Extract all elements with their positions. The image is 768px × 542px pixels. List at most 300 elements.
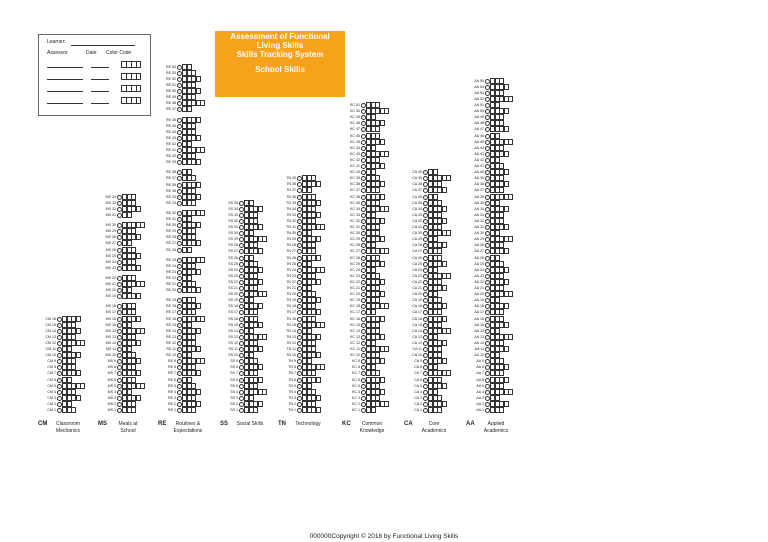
skill-tracking-boxes[interactable] bbox=[429, 407, 442, 413]
skill-tracking-boxes[interactable] bbox=[303, 224, 325, 230]
tracking-cell[interactable] bbox=[371, 114, 376, 120]
tracking-cell[interactable] bbox=[253, 340, 258, 346]
skill-tracking-boxes[interactable] bbox=[183, 334, 196, 340]
skill-tracking-boxes[interactable] bbox=[183, 222, 201, 228]
tracking-cell[interactable] bbox=[311, 346, 316, 352]
tracking-cell[interactable] bbox=[375, 328, 380, 334]
skill-tracking-boxes[interactable] bbox=[491, 108, 509, 114]
date-line[interactable] bbox=[91, 103, 109, 104]
tracking-cell[interactable] bbox=[504, 84, 509, 90]
skill-tracking-boxes[interactable] bbox=[303, 395, 321, 401]
tracking-cell[interactable] bbox=[136, 316, 141, 322]
tracking-cell[interactable] bbox=[437, 248, 442, 254]
tracking-cell[interactable] bbox=[196, 76, 201, 82]
date-line[interactable] bbox=[91, 79, 109, 80]
skill-tracking-boxes[interactable] bbox=[429, 322, 442, 328]
skill-tracking-boxes[interactable] bbox=[303, 212, 321, 218]
skill-tracking-boxes[interactable] bbox=[183, 247, 192, 253]
tracking-cell[interactable] bbox=[196, 159, 201, 165]
tracking-cell[interactable] bbox=[307, 358, 312, 364]
skill-check-circle[interactable] bbox=[117, 266, 122, 271]
skill-tracking-boxes[interactable] bbox=[123, 200, 136, 206]
tracking-cell[interactable] bbox=[307, 261, 312, 267]
tracking-cell[interactable] bbox=[191, 407, 196, 413]
tracking-cell[interactable] bbox=[253, 273, 258, 279]
tracking-cell[interactable] bbox=[437, 309, 442, 315]
tracking-cell[interactable] bbox=[311, 291, 316, 297]
skill-tracking-boxes[interactable] bbox=[491, 377, 509, 383]
skill-tracking-boxes[interactable] bbox=[183, 228, 196, 234]
tracking-cell[interactable] bbox=[384, 151, 389, 157]
skill-tracking-boxes[interactable] bbox=[63, 358, 76, 364]
skill-tracking-boxes[interactable] bbox=[429, 291, 438, 297]
skill-tracking-boxes[interactable] bbox=[429, 181, 442, 187]
tracking-cell[interactable] bbox=[437, 322, 442, 328]
skill-tracking-boxes[interactable] bbox=[245, 255, 254, 261]
tracking-cell[interactable] bbox=[499, 212, 504, 218]
skill-tracking-boxes[interactable] bbox=[183, 370, 201, 376]
tracking-cell[interactable] bbox=[499, 316, 504, 322]
skill-tracking-boxes[interactable] bbox=[183, 169, 192, 175]
tracking-cell[interactable] bbox=[131, 200, 136, 206]
tracking-cell[interactable] bbox=[499, 273, 504, 279]
tracking-cell[interactable] bbox=[196, 88, 201, 94]
skill-tracking-boxes[interactable] bbox=[367, 383, 380, 389]
tracking-cell[interactable] bbox=[187, 275, 192, 281]
skill-tracking-boxes[interactable] bbox=[303, 267, 325, 273]
tracking-cell[interactable] bbox=[433, 291, 438, 297]
tracking-cell[interactable] bbox=[311, 175, 316, 181]
tracking-cell[interactable] bbox=[191, 94, 196, 100]
skill-tracking-boxes[interactable] bbox=[303, 248, 316, 254]
skill-tracking-boxes[interactable] bbox=[367, 407, 376, 413]
tracking-cell[interactable] bbox=[499, 242, 504, 248]
skill-tracking-boxes[interactable] bbox=[183, 153, 196, 159]
tracking-cell[interactable] bbox=[504, 126, 509, 132]
tracking-cell[interactable] bbox=[499, 163, 504, 169]
skill-tracking-boxes[interactable] bbox=[183, 352, 192, 358]
tracking-cell[interactable] bbox=[249, 352, 254, 358]
tracking-cell[interactable] bbox=[311, 194, 316, 200]
tracking-cell[interactable] bbox=[131, 259, 136, 265]
tracking-cell[interactable] bbox=[499, 145, 504, 151]
tracking-cell[interactable] bbox=[437, 346, 442, 352]
tracking-cell[interactable] bbox=[375, 370, 380, 376]
tracking-cell[interactable] bbox=[508, 334, 513, 340]
skill-tracking-boxes[interactable] bbox=[183, 263, 196, 269]
skill-tracking-boxes[interactable] bbox=[183, 316, 205, 322]
skill-tracking-boxes[interactable] bbox=[367, 145, 376, 151]
skill-check-circle[interactable] bbox=[177, 201, 182, 206]
tracking-cell[interactable] bbox=[311, 273, 316, 279]
skill-tracking-boxes[interactable] bbox=[245, 377, 263, 383]
skill-tracking-boxes[interactable] bbox=[491, 273, 504, 279]
skill-tracking-boxes[interactable] bbox=[491, 370, 504, 376]
skill-tracking-boxes[interactable] bbox=[491, 322, 509, 328]
tracking-cell[interactable] bbox=[196, 222, 201, 228]
skill-tracking-boxes[interactable] bbox=[245, 267, 263, 273]
skill-tracking-boxes[interactable] bbox=[183, 389, 201, 395]
skill-tracking-boxes[interactable] bbox=[429, 194, 438, 200]
tracking-cell[interactable] bbox=[191, 309, 196, 315]
skill-tracking-boxes[interactable] bbox=[491, 309, 504, 315]
skill-tracking-boxes[interactable] bbox=[491, 133, 500, 139]
skill-tracking-boxes[interactable] bbox=[63, 389, 76, 395]
tracking-cell[interactable] bbox=[191, 263, 196, 269]
skill-tracking-boxes[interactable] bbox=[63, 401, 72, 407]
tracking-cell[interactable] bbox=[495, 102, 500, 108]
skill-tracking-boxes[interactable] bbox=[367, 401, 389, 407]
tracking-cell[interactable] bbox=[131, 401, 136, 407]
skill-tracking-boxes[interactable] bbox=[491, 279, 509, 285]
tracking-cell[interactable] bbox=[504, 377, 509, 383]
tracking-cell[interactable] bbox=[131, 407, 136, 413]
skill-tracking-boxes[interactable] bbox=[303, 187, 312, 193]
tracking-cell[interactable] bbox=[191, 340, 196, 346]
skill-tracking-boxes[interactable] bbox=[367, 370, 380, 376]
skill-tracking-boxes[interactable] bbox=[63, 322, 76, 328]
skill-tracking-boxes[interactable] bbox=[245, 322, 263, 328]
skill-tracking-boxes[interactable] bbox=[367, 303, 389, 309]
tracking-cell[interactable] bbox=[71, 334, 76, 340]
skill-tracking-boxes[interactable] bbox=[183, 100, 205, 106]
skill-tracking-boxes[interactable] bbox=[429, 383, 447, 389]
tracking-cell[interactable] bbox=[495, 133, 500, 139]
skill-tracking-boxes[interactable] bbox=[183, 76, 201, 82]
skill-tracking-boxes[interactable] bbox=[429, 212, 442, 218]
skill-tracking-boxes[interactable] bbox=[245, 248, 263, 254]
skill-tracking-boxes[interactable] bbox=[303, 322, 325, 328]
tracking-cell[interactable] bbox=[442, 206, 447, 212]
skill-tracking-boxes[interactable] bbox=[183, 117, 201, 123]
tracking-cell[interactable] bbox=[504, 248, 509, 254]
tracking-cell[interactable] bbox=[433, 169, 438, 175]
skill-check-circle[interactable] bbox=[117, 294, 122, 299]
tracking-cell[interactable] bbox=[508, 389, 513, 395]
skill-tracking-boxes[interactable] bbox=[367, 187, 380, 193]
tracking-cell[interactable] bbox=[495, 328, 500, 334]
tracking-cell[interactable] bbox=[131, 364, 136, 370]
tracking-cell[interactable] bbox=[249, 200, 254, 206]
skill-tracking-boxes[interactable] bbox=[123, 212, 132, 218]
tracking-cell[interactable] bbox=[127, 322, 132, 328]
tracking-cell[interactable] bbox=[499, 370, 504, 376]
tracking-cell[interactable] bbox=[375, 255, 380, 261]
skill-tracking-boxes[interactable] bbox=[303, 255, 321, 261]
tracking-cell[interactable] bbox=[504, 206, 509, 212]
skill-tracking-boxes[interactable] bbox=[491, 261, 504, 267]
skill-tracking-boxes[interactable] bbox=[63, 395, 81, 401]
tracking-cell[interactable] bbox=[499, 120, 504, 126]
tracking-cell[interactable] bbox=[384, 108, 389, 114]
skill-tracking-boxes[interactable] bbox=[491, 224, 509, 230]
tracking-cell[interactable] bbox=[76, 395, 81, 401]
tracking-cell[interactable] bbox=[380, 181, 385, 187]
skill-tracking-boxes[interactable] bbox=[183, 322, 192, 328]
skill-tracking-boxes[interactable] bbox=[491, 187, 504, 193]
skill-tracking-boxes[interactable] bbox=[491, 248, 509, 254]
tracking-cell[interactable] bbox=[433, 389, 438, 395]
skill-tracking-boxes[interactable] bbox=[429, 285, 447, 291]
skill-tracking-boxes[interactable] bbox=[183, 216, 192, 222]
date-line[interactable] bbox=[91, 67, 109, 68]
skill-tracking-boxes[interactable] bbox=[429, 175, 451, 181]
tracking-cell[interactable] bbox=[196, 328, 201, 334]
tracking-cell[interactable] bbox=[495, 297, 500, 303]
tracking-cell[interactable] bbox=[187, 322, 192, 328]
skill-tracking-boxes[interactable] bbox=[491, 126, 509, 132]
tracking-cell[interactable] bbox=[499, 78, 504, 84]
skill-tracking-boxes[interactable] bbox=[491, 395, 500, 401]
tracking-cell[interactable] bbox=[311, 206, 316, 212]
tracking-cell[interactable] bbox=[375, 352, 380, 358]
skill-tracking-boxes[interactable] bbox=[491, 139, 513, 145]
tracking-cell[interactable] bbox=[437, 279, 442, 285]
tracking-cell[interactable] bbox=[191, 123, 196, 129]
tracking-cell[interactable] bbox=[504, 181, 509, 187]
skill-check-circle[interactable] bbox=[361, 408, 366, 413]
skill-check-circle[interactable] bbox=[57, 408, 62, 413]
tracking-cell[interactable] bbox=[311, 389, 316, 395]
tracking-cell[interactable] bbox=[316, 255, 321, 261]
skill-tracking-boxes[interactable] bbox=[303, 328, 312, 334]
skill-tracking-boxes[interactable] bbox=[367, 194, 385, 200]
skill-tracking-boxes[interactable] bbox=[183, 297, 196, 303]
skill-tracking-boxes[interactable] bbox=[123, 275, 136, 281]
tracking-cell[interactable] bbox=[71, 358, 76, 364]
skill-tracking-boxes[interactable] bbox=[303, 206, 316, 212]
learner-name-line[interactable] bbox=[71, 45, 135, 46]
skill-tracking-boxes[interactable] bbox=[367, 230, 380, 236]
tracking-cell[interactable] bbox=[191, 395, 196, 401]
tracking-cell[interactable] bbox=[371, 267, 376, 273]
tracking-cell[interactable] bbox=[311, 340, 316, 346]
skill-tracking-boxes[interactable] bbox=[429, 224, 442, 230]
skill-tracking-boxes[interactable] bbox=[429, 267, 438, 273]
tracking-cell[interactable] bbox=[433, 334, 438, 340]
tracking-cell[interactable] bbox=[131, 352, 136, 358]
skill-tracking-boxes[interactable] bbox=[183, 240, 201, 246]
tracking-cell[interactable] bbox=[499, 407, 504, 413]
skill-tracking-boxes[interactable] bbox=[245, 364, 263, 370]
tracking-cell[interactable] bbox=[375, 102, 380, 108]
tracking-cell[interactable] bbox=[196, 135, 201, 141]
skill-tracking-boxes[interactable] bbox=[63, 328, 81, 334]
skill-tracking-boxes[interactable] bbox=[245, 200, 254, 206]
tracking-cell[interactable] bbox=[437, 377, 442, 383]
tracking-cell[interactable] bbox=[76, 316, 81, 322]
skill-tracking-boxes[interactable] bbox=[303, 340, 316, 346]
skill-tracking-boxes[interactable] bbox=[183, 340, 196, 346]
tracking-cell[interactable] bbox=[253, 383, 258, 389]
skill-tracking-boxes[interactable] bbox=[491, 297, 500, 303]
skill-tracking-boxes[interactable] bbox=[367, 120, 385, 126]
tracking-cell[interactable] bbox=[442, 401, 447, 407]
tracking-cell[interactable] bbox=[131, 194, 136, 200]
tracking-cell[interactable] bbox=[67, 346, 72, 352]
tracking-cell[interactable] bbox=[508, 96, 513, 102]
tracking-cell[interactable] bbox=[504, 224, 509, 230]
skill-tracking-boxes[interactable] bbox=[491, 255, 500, 261]
skill-tracking-boxes[interactable] bbox=[303, 407, 321, 413]
skill-tracking-boxes[interactable] bbox=[491, 90, 504, 96]
skill-tracking-boxes[interactable] bbox=[183, 70, 196, 76]
tracking-cell[interactable] bbox=[67, 377, 72, 383]
skill-tracking-boxes[interactable] bbox=[429, 279, 442, 285]
tracking-cell[interactable] bbox=[371, 340, 376, 346]
skill-tracking-boxes[interactable] bbox=[123, 352, 136, 358]
tracking-cell[interactable] bbox=[127, 346, 132, 352]
skill-tracking-boxes[interactable] bbox=[429, 248, 442, 254]
tracking-cell[interactable] bbox=[316, 200, 321, 206]
skill-tracking-boxes[interactable] bbox=[245, 297, 254, 303]
tracking-cell[interactable] bbox=[191, 297, 196, 303]
tracking-cell[interactable] bbox=[196, 303, 201, 309]
skill-tracking-boxes[interactable] bbox=[491, 114, 504, 120]
skill-tracking-boxes[interactable] bbox=[491, 163, 504, 169]
skill-tracking-boxes[interactable] bbox=[245, 206, 263, 212]
tracking-cell[interactable] bbox=[375, 383, 380, 389]
skill-tracking-boxes[interactable] bbox=[491, 206, 509, 212]
skill-tracking-boxes[interactable] bbox=[183, 395, 196, 401]
skill-tracking-boxes[interactable] bbox=[367, 346, 389, 352]
tracking-cell[interactable] bbox=[67, 401, 72, 407]
skill-tracking-boxes[interactable] bbox=[63, 377, 72, 383]
skill-tracking-boxes[interactable] bbox=[245, 401, 263, 407]
skill-tracking-boxes[interactable] bbox=[491, 285, 504, 291]
tracking-cell[interactable] bbox=[311, 316, 316, 322]
skill-tracking-boxes[interactable] bbox=[245, 279, 263, 285]
skill-tracking-boxes[interactable] bbox=[367, 364, 376, 370]
tracking-cell[interactable] bbox=[380, 377, 385, 383]
skill-tracking-boxes[interactable] bbox=[123, 206, 141, 212]
tracking-cell[interactable] bbox=[131, 275, 136, 281]
assessor-line[interactable] bbox=[47, 79, 83, 80]
skill-tracking-boxes[interactable] bbox=[491, 212, 504, 218]
tracking-cell[interactable] bbox=[495, 395, 500, 401]
tracking-cell[interactable] bbox=[196, 389, 201, 395]
tracking-cell[interactable] bbox=[442, 285, 447, 291]
tracking-cell[interactable] bbox=[71, 364, 76, 370]
skill-tracking-boxes[interactable] bbox=[183, 275, 192, 281]
tracking-cell[interactable] bbox=[499, 285, 504, 291]
skill-tracking-boxes[interactable] bbox=[367, 224, 380, 230]
tracking-cell[interactable] bbox=[380, 163, 385, 169]
skill-tracking-boxes[interactable] bbox=[491, 145, 504, 151]
skill-tracking-boxes[interactable] bbox=[367, 163, 385, 169]
skill-tracking-boxes[interactable] bbox=[491, 401, 509, 407]
skill-tracking-boxes[interactable] bbox=[183, 377, 192, 383]
tracking-cell[interactable] bbox=[380, 261, 385, 267]
skill-tracking-boxes[interactable] bbox=[491, 340, 504, 346]
skill-tracking-boxes[interactable] bbox=[303, 181, 321, 187]
skill-tracking-boxes[interactable] bbox=[367, 389, 385, 395]
skill-tracking-boxes[interactable] bbox=[183, 64, 192, 70]
skill-tracking-boxes[interactable] bbox=[183, 234, 196, 240]
tracking-cell[interactable] bbox=[191, 334, 196, 340]
skill-tracking-boxes[interactable] bbox=[183, 210, 205, 216]
tracking-cell[interactable] bbox=[191, 200, 196, 206]
skill-check-circle[interactable] bbox=[485, 408, 490, 413]
tracking-cell[interactable] bbox=[375, 157, 380, 163]
skill-tracking-boxes[interactable] bbox=[123, 407, 136, 413]
skill-tracking-boxes[interactable] bbox=[123, 358, 141, 364]
tracking-cell[interactable] bbox=[307, 285, 312, 291]
tracking-cell[interactable] bbox=[187, 106, 192, 112]
skill-tracking-boxes[interactable] bbox=[491, 346, 509, 352]
tracking-cell[interactable] bbox=[191, 82, 196, 88]
tracking-cell[interactable] bbox=[131, 247, 136, 253]
skill-tracking-boxes[interactable] bbox=[491, 194, 513, 200]
skill-tracking-boxes[interactable] bbox=[123, 247, 136, 253]
skill-tracking-boxes[interactable] bbox=[429, 187, 447, 193]
skill-tracking-boxes[interactable] bbox=[123, 346, 132, 352]
skill-tracking-boxes[interactable] bbox=[183, 328, 201, 334]
skill-tracking-boxes[interactable] bbox=[183, 182, 201, 188]
tracking-cell[interactable] bbox=[307, 230, 312, 236]
skill-tracking-boxes[interactable] bbox=[123, 265, 141, 271]
skill-tracking-boxes[interactable] bbox=[429, 389, 438, 395]
tracking-cell[interactable] bbox=[196, 346, 201, 352]
skill-tracking-boxes[interactable] bbox=[303, 230, 312, 236]
skill-tracking-boxes[interactable] bbox=[245, 407, 258, 413]
skill-tracking-boxes[interactable] bbox=[183, 303, 201, 309]
tracking-cell[interactable] bbox=[253, 358, 258, 364]
tracking-cell[interactable] bbox=[442, 340, 447, 346]
tracking-cell[interactable] bbox=[136, 206, 141, 212]
skill-tracking-boxes[interactable] bbox=[367, 395, 380, 401]
tracking-cell[interactable] bbox=[504, 322, 509, 328]
skill-tracking-boxes[interactable] bbox=[303, 364, 325, 370]
tracking-cell[interactable] bbox=[249, 255, 254, 261]
tracking-cell[interactable] bbox=[253, 285, 258, 291]
skill-tracking-boxes[interactable] bbox=[429, 340, 447, 346]
skill-tracking-boxes[interactable] bbox=[245, 383, 258, 389]
skill-check-circle[interactable] bbox=[177, 288, 182, 293]
skill-tracking-boxes[interactable] bbox=[63, 364, 76, 370]
tracking-cell[interactable] bbox=[311, 248, 316, 254]
tracking-cell[interactable] bbox=[136, 253, 141, 259]
skill-tracking-boxes[interactable] bbox=[367, 248, 389, 254]
tracking-cell[interactable] bbox=[433, 267, 438, 273]
skill-tracking-boxes[interactable] bbox=[367, 291, 385, 297]
tracking-cell[interactable] bbox=[187, 377, 192, 383]
tracking-cell[interactable] bbox=[187, 352, 192, 358]
skill-tracking-boxes[interactable] bbox=[123, 253, 141, 259]
skill-tracking-boxes[interactable] bbox=[429, 303, 447, 309]
skill-tracking-boxes[interactable] bbox=[303, 358, 312, 364]
skill-tracking-boxes[interactable] bbox=[367, 267, 376, 273]
skill-tracking-boxes[interactable] bbox=[367, 352, 380, 358]
skill-tracking-boxes[interactable] bbox=[367, 377, 385, 383]
skill-tracking-boxes[interactable] bbox=[303, 383, 312, 389]
skill-tracking-boxes[interactable] bbox=[183, 407, 196, 413]
tracking-cell[interactable] bbox=[191, 70, 196, 76]
tracking-cell[interactable] bbox=[437, 255, 442, 261]
skill-tracking-boxes[interactable] bbox=[245, 230, 254, 236]
tracking-cell[interactable] bbox=[508, 194, 513, 200]
tracking-cell[interactable] bbox=[316, 212, 321, 218]
skill-tracking-boxes[interactable] bbox=[303, 194, 316, 200]
tracking-cell[interactable] bbox=[249, 395, 254, 401]
skill-tracking-boxes[interactable] bbox=[491, 169, 509, 175]
skill-tracking-boxes[interactable] bbox=[491, 334, 513, 340]
skill-tracking-boxes[interactable] bbox=[367, 334, 385, 340]
color-code-box[interactable] bbox=[121, 61, 141, 68]
skill-tracking-boxes[interactable] bbox=[491, 84, 509, 90]
tracking-cell[interactable] bbox=[131, 377, 136, 383]
skill-tracking-boxes[interactable] bbox=[367, 151, 389, 157]
